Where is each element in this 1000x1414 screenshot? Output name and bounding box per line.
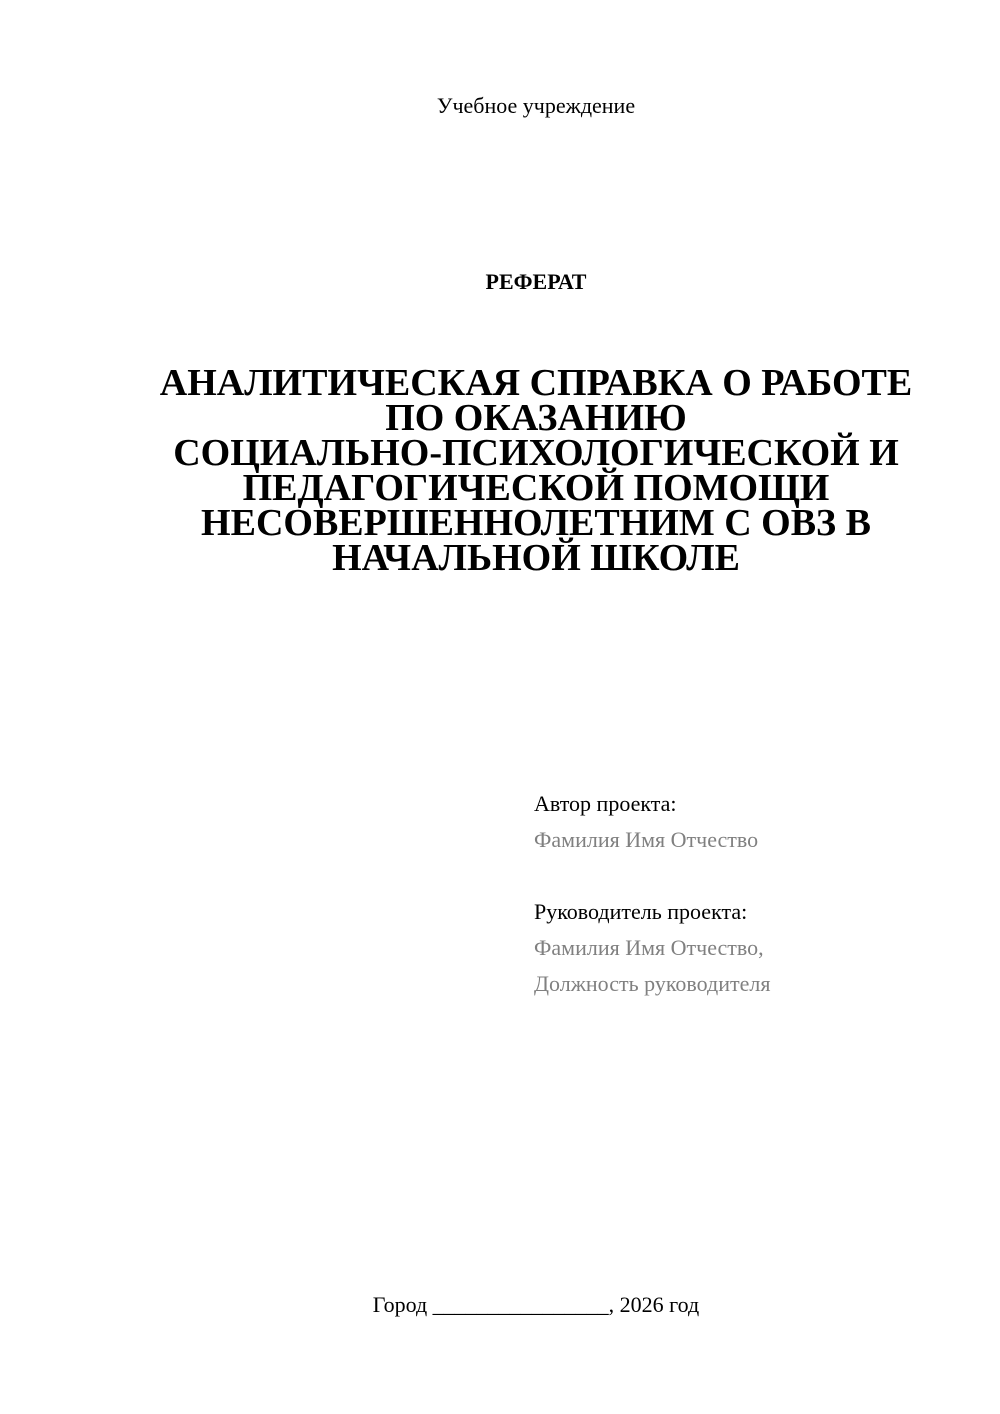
supervisor-position: Должность руководителя <box>534 971 771 996</box>
author-block <box>534 786 964 858</box>
title-line: СОЦИАЛЬНО-ПСИХОЛОГИЧЕСКОЙ И <box>173 432 899 474</box>
title-line: НЕСОВЕРШЕННОЛЕТНИМ С ОВЗ В <box>201 502 871 544</box>
title-line: ПЕДАГОГИЧЕСКОЙ ПОМОЩИ <box>242 467 830 509</box>
title-line: НАЧАЛЬНОЙ ШКОЛЕ <box>332 537 740 579</box>
document-type: РЕФЕРАТ <box>485 269 587 294</box>
supervisor-name: Фамилия Имя Отчество, <box>534 935 764 960</box>
supervisor-block <box>534 894 964 1002</box>
document-title <box>130 362 942 579</box>
title-line: АНАЛИТИЧЕСКАЯ СПРАВКА О РАБОТЕ <box>159 362 913 404</box>
city-year-line: Город ________________, 2026 год <box>372 1292 700 1317</box>
institution-name: Учебное учреждение <box>436 93 636 118</box>
author-label: Автор проекта: <box>534 791 677 816</box>
author-name: Фамилия Имя Отчество <box>534 827 759 852</box>
title-line: ПО ОКАЗАНИЮ <box>385 397 687 439</box>
supervisor-label: Руководитель проекта: <box>534 899 748 924</box>
